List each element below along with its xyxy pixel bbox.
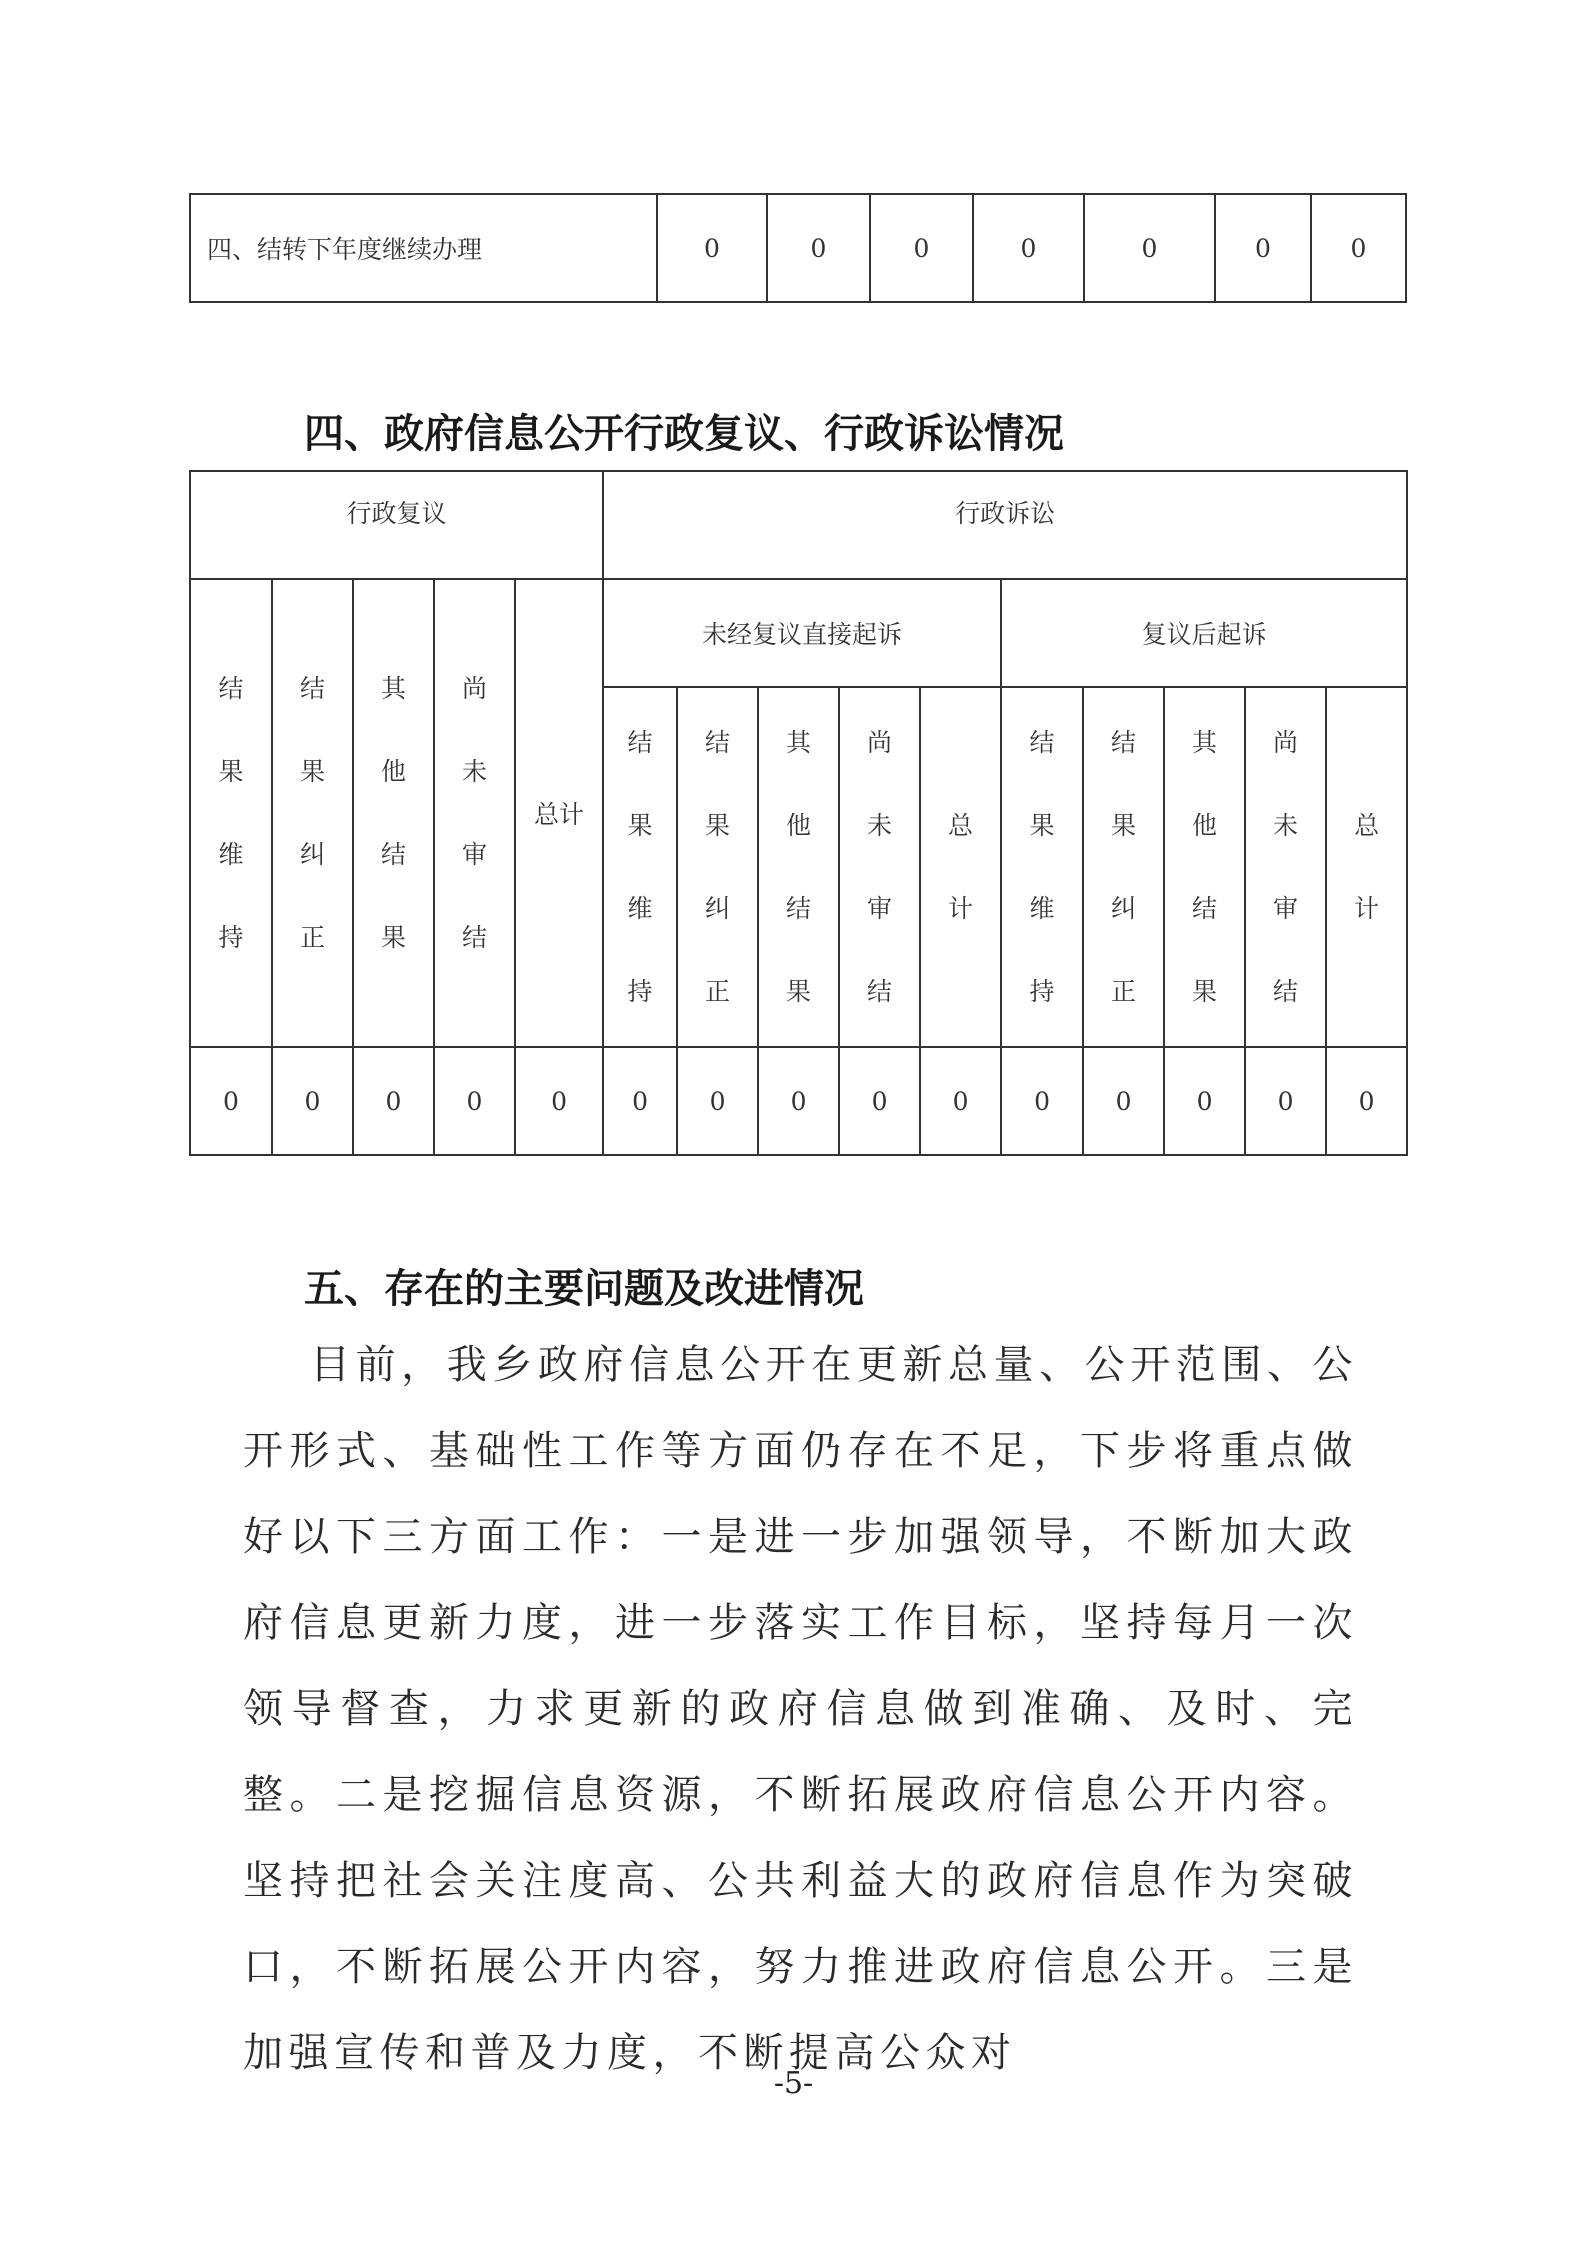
table-cell: 0: [434, 1047, 515, 1155]
table-cell: 0: [839, 1047, 920, 1155]
section-title: 五、存在的主要问题及改进情况: [304, 1266, 864, 1312]
table-cell: 0: [920, 1047, 1001, 1155]
table-cell: 0: [1311, 194, 1406, 302]
col-header-corrected: 结果纠正: [677, 687, 758, 1047]
col-header-other: 其他结果: [1164, 687, 1245, 1047]
carryover-row-label: 四、结转下年度继续办理: [190, 194, 657, 302]
col-header-other: 其他结果: [353, 579, 434, 1047]
table-cell: 0: [1001, 1047, 1083, 1155]
header-reconsideration: 行政复议: [190, 471, 603, 579]
col-header-total: 总计: [920, 687, 1001, 1047]
review-litigation-table: [189, 470, 1408, 1156]
col-header-other: 其他结果: [758, 687, 839, 1047]
table-cell: 0: [272, 1047, 353, 1155]
body-paragraph: 目前，我乡政府信息公开在更新总量、公开范围、公开形式、基础性工作等方面仍存在不足，下步将重点做好以下三方面工作：一是进一步加强领导，不断加大政府信息更新力度，进一步落实工作目标，坚持每月一次领导督查，力求更新的政府信息做到准确、及时、完整。二是挖掘信息资源，不断拓展政府信息公开内容。坚持把社会关注度高、公共利益大的政府信息作为突破口，不断拓展公开内容，努力推进政府信息公开。三是加强宣传和普及力度，不断提高公众对: [243, 1342, 1358, 2076]
table-cell: 0: [1084, 194, 1215, 302]
table-cell: 0: [1083, 1047, 1164, 1155]
table-cell: 0: [973, 194, 1084, 302]
table-row: [190, 194, 1406, 302]
table-cell: 0: [1326, 1047, 1407, 1155]
table-cell: 0: [353, 1047, 434, 1155]
table-row: [190, 471, 1407, 579]
col-header-pending: 尚未审结: [839, 687, 920, 1047]
table-row: [190, 1047, 1407, 1155]
table-cell: 0: [603, 1047, 677, 1155]
table-cell: 0: [767, 194, 870, 302]
col-header-total: 总计: [1326, 687, 1407, 1047]
col-header-maintained: 结果维持: [603, 687, 677, 1047]
table-cell: 0: [677, 1047, 758, 1155]
table-cell: 0: [1164, 1047, 1245, 1155]
section-title: 四、政府信息公开行政复议、行政诉讼情况: [304, 411, 1064, 457]
table-cell: 0: [657, 194, 767, 302]
col-header-total: 总计: [515, 579, 603, 1047]
col-header-corrected: 结果纠正: [1083, 687, 1164, 1047]
table-cell: 0: [515, 1047, 603, 1155]
table-row: [190, 579, 1407, 687]
header-litigation: 行政诉讼: [603, 471, 1407, 579]
table-cell: 0: [190, 1047, 272, 1155]
carryover-table: [189, 193, 1407, 303]
page-number: -5-: [773, 2066, 814, 2101]
col-header-maintained: 结果维持: [190, 579, 272, 1047]
col-header-pending: 尚未审结: [434, 579, 515, 1047]
col-header-pending: 尚未审结: [1245, 687, 1326, 1047]
header-direct-suit: 未经复议直接起诉: [603, 579, 1001, 687]
table-cell: 0: [870, 194, 973, 302]
table-cell: 0: [1245, 1047, 1326, 1155]
table-cell: 0: [758, 1047, 839, 1155]
header-after-review: 复议后起诉: [1001, 579, 1407, 687]
col-header-corrected: 结果纠正: [272, 579, 353, 1047]
col-header-maintained: 结果维持: [1001, 687, 1083, 1047]
table-cell: 0: [1215, 194, 1311, 302]
